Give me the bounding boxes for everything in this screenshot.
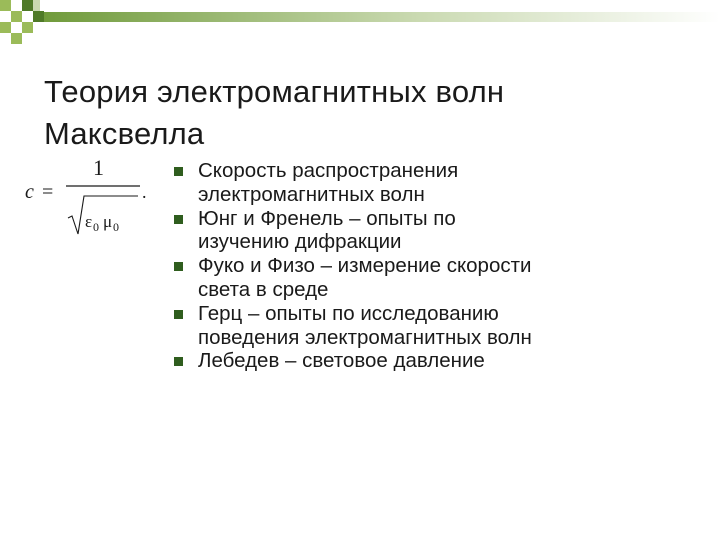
deco-square [0, 22, 11, 33]
title-line-1: Теория электромагнитных волн [44, 73, 505, 109]
formula-epsilon-sub: 0 [93, 220, 99, 234]
formula-c: c [25, 181, 34, 203]
header-gradient-bar [40, 12, 720, 22]
formula-epsilon: ε [85, 212, 93, 231]
deco-square [0, 0, 11, 11]
bullet-line: Скорость распространения [198, 159, 459, 182]
deco-square [11, 0, 22, 11]
square-bullet-icon [174, 357, 183, 366]
square-bullet-icon [174, 167, 183, 176]
bullet-line: Фуко и Физо – измерение скорости [198, 254, 532, 278]
square-bullet-icon [174, 215, 183, 224]
formula-period: . [142, 182, 147, 202]
bullet-item [174, 302, 704, 350]
deco-square [33, 11, 44, 22]
deco-square [22, 22, 33, 33]
bullet-list [174, 159, 704, 373]
bullet-item [174, 159, 704, 207]
deco-square [22, 0, 33, 11]
bullet-item [174, 207, 704, 255]
bullet-line: Лебедев – световое давление [198, 349, 485, 373]
square-bullet-icon [174, 310, 183, 319]
bullet-line: Юнг и Френель – опыты по [198, 206, 456, 230]
bullet-line: электромагнитных волн [198, 182, 425, 206]
deco-square [11, 11, 22, 22]
speed-of-light-formula [22, 150, 162, 250]
deco-square [33, 0, 40, 11]
header-decoration [0, 0, 720, 48]
formula-mu-sub: 0 [113, 220, 119, 234]
square-bullet-icon [174, 262, 183, 271]
formula-equals: = [42, 181, 54, 203]
bullet-line: света в среде [198, 277, 329, 301]
deco-square [11, 33, 22, 44]
formula-numerator: 1 [93, 155, 104, 180]
title-line-2: Максвелла [44, 115, 205, 151]
slide-title [44, 71, 694, 155]
formula-mu: μ [103, 212, 113, 231]
bullet-line: поведения электромагнитных волн [198, 325, 532, 349]
bullet-item [174, 254, 704, 302]
bullet-line: Герц – опыты по исследованию [198, 301, 499, 325]
bullet-line: изучению дифракции [198, 230, 402, 254]
bullet-item [174, 349, 704, 373]
